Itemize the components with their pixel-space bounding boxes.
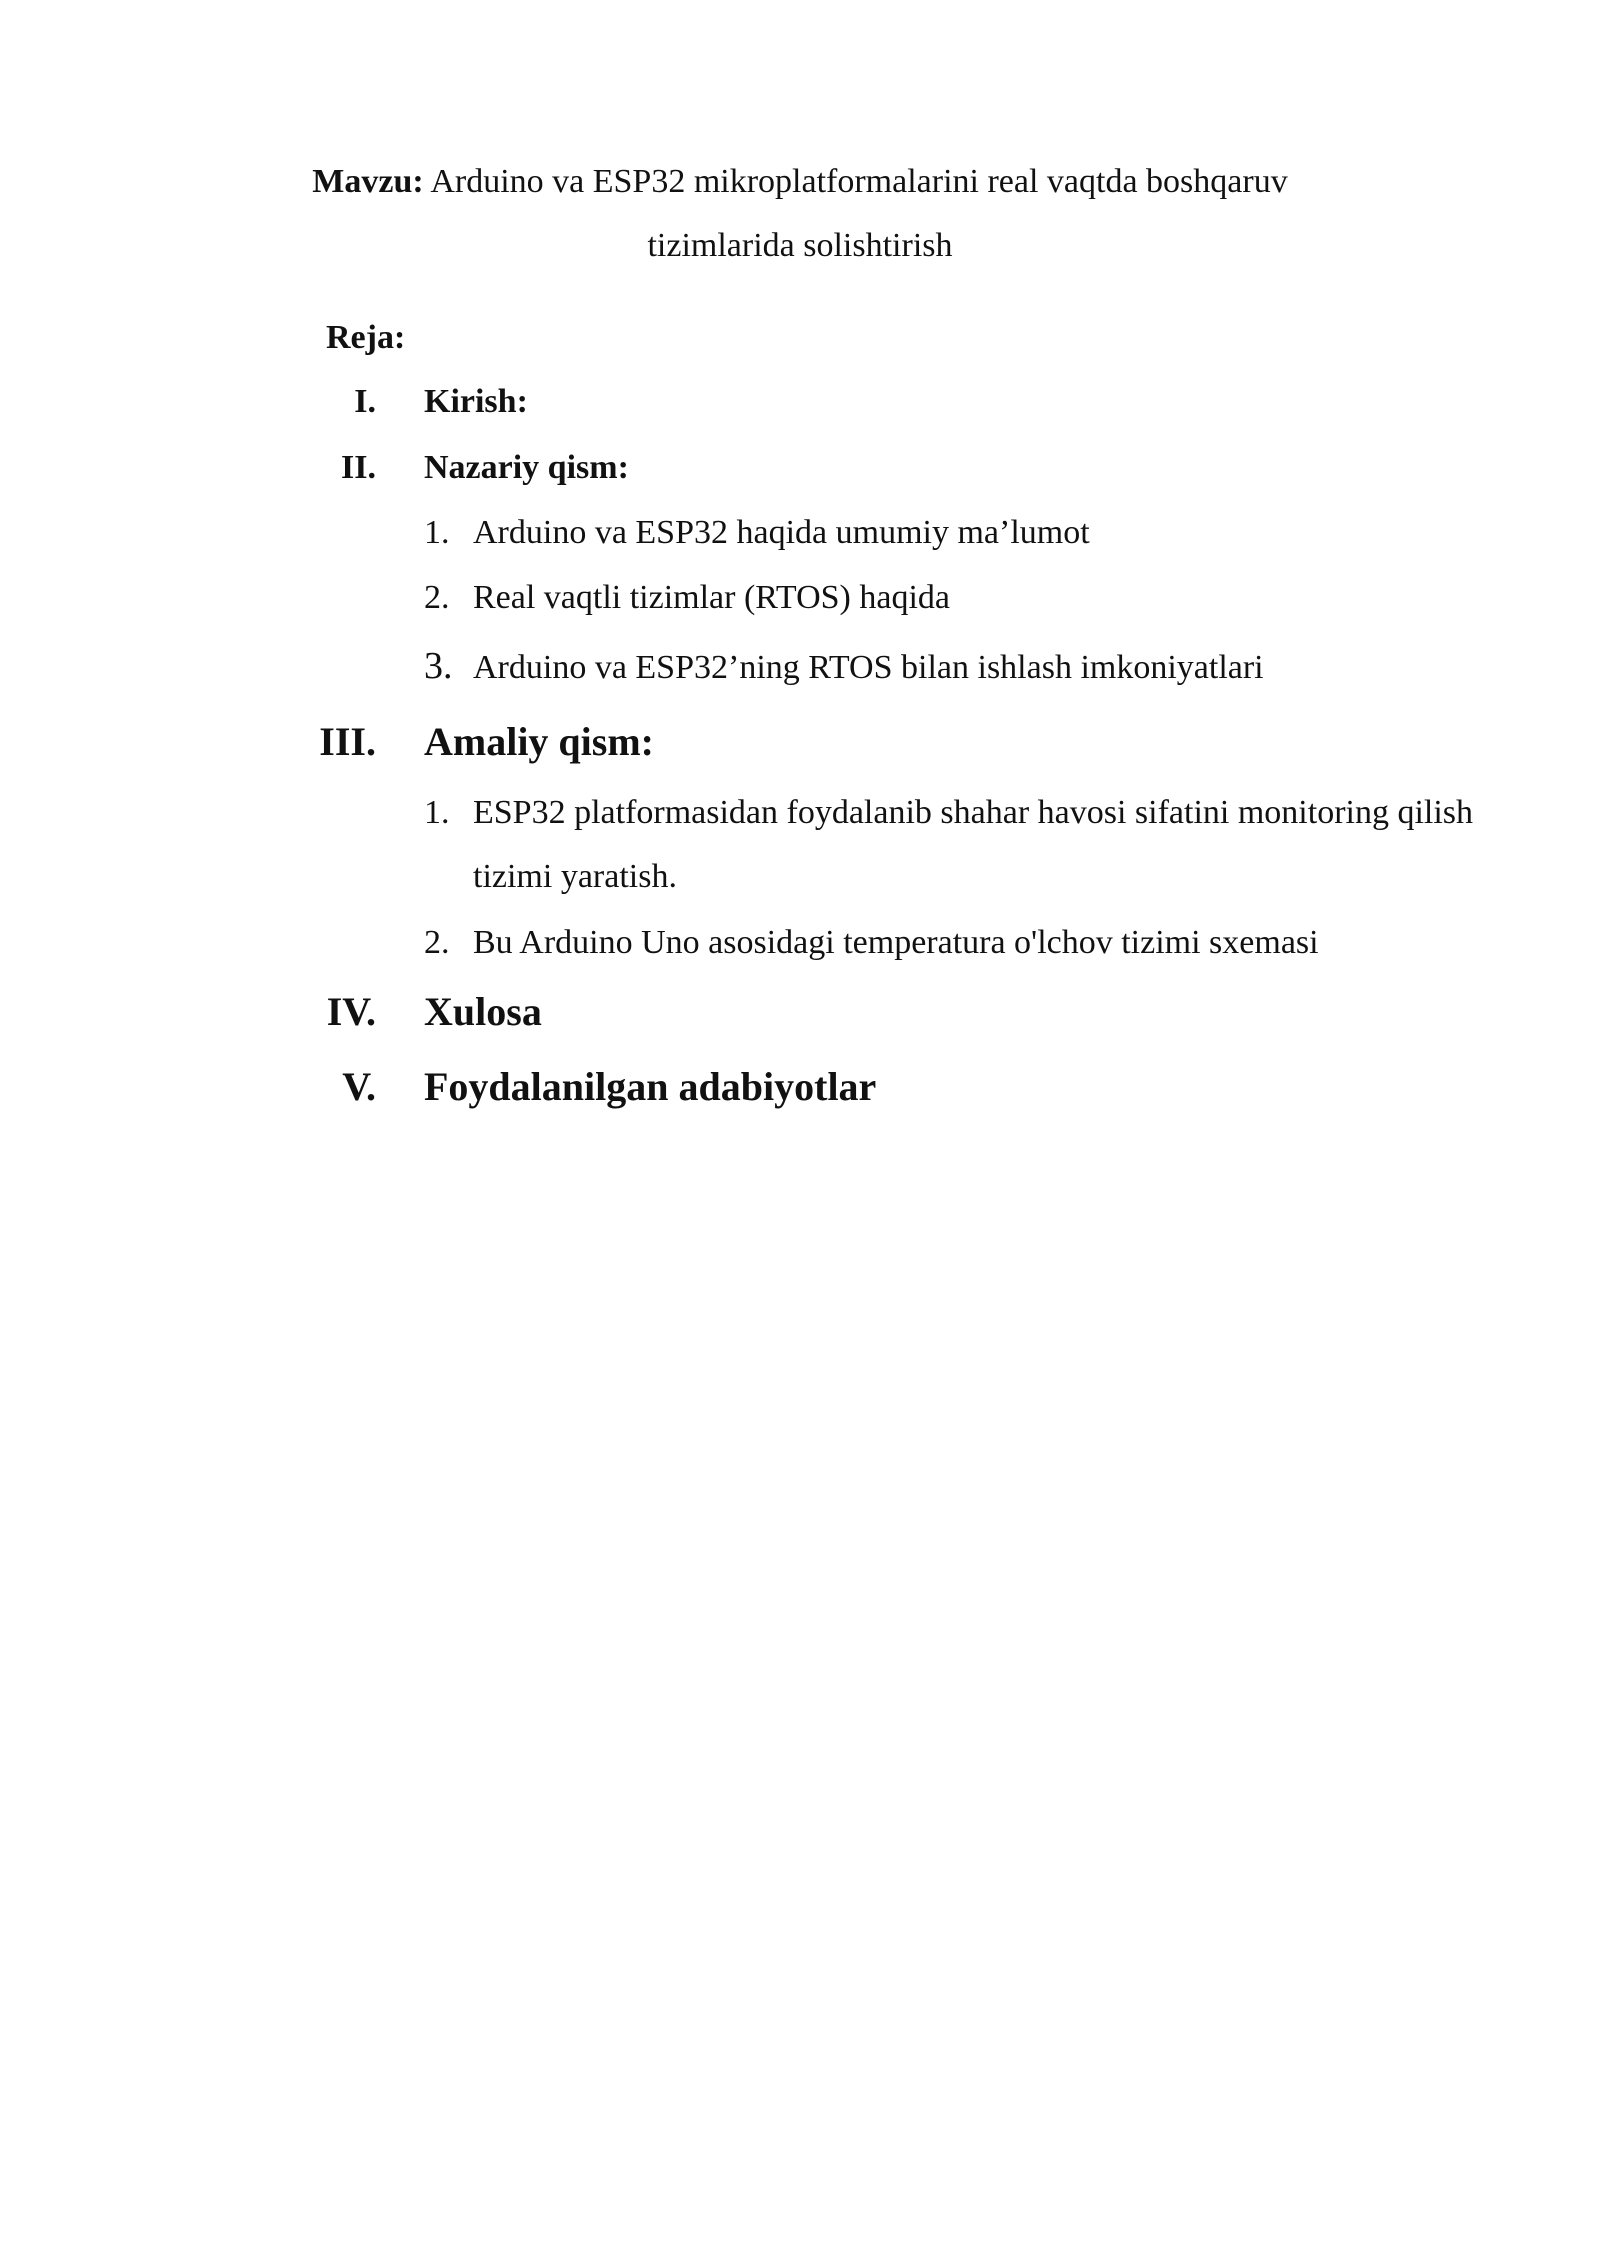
section-numeral: IV. <box>326 989 376 1034</box>
list-item: Arduino va ESP32’ning RTOS bilan ishlash imkoniyatlari <box>473 649 1264 686</box>
section-numeral: I. <box>354 383 376 420</box>
section-numeral: III. <box>319 719 376 764</box>
page-title <box>300 150 1300 278</box>
plan-heading: Reja: <box>326 319 406 356</box>
list-item: Bu Arduino Uno asosidagi temperatura o'lchov tizimi sxemasi <box>473 924 1319 961</box>
title-label: Mavzu: <box>312 163 424 200</box>
list-number: 2. <box>424 924 450 961</box>
list-item: ESP32 platformasidan foydalanib shahar havosi sifatini monitoring qilish tizimi yaratish. <box>473 794 1474 895</box>
title-text: Arduino va ESP32 mikroplatformalarini real vaqtda boshqaruv tizimlarida solishtirish <box>423 163 1288 264</box>
list-item: Arduino va ESP32 haqida umumiy ma’lumot <box>473 514 1090 551</box>
list-number: 2. <box>424 579 450 616</box>
list-item: Real vaqtli tizimlar (RTOS) haqida <box>473 579 950 616</box>
section-heading: Nazariy qism: <box>424 449 629 486</box>
list-number: 1. <box>424 514 450 551</box>
section-numeral: V. <box>342 1064 376 1109</box>
section-heading: Foydalanilgan adabiyotlar <box>424 1064 877 1109</box>
section-heading: Xulosa <box>424 989 542 1034</box>
section-numeral: II. <box>341 449 376 486</box>
section-heading: Amaliy qism: <box>424 719 654 764</box>
list-number: 1. <box>424 794 450 831</box>
section-heading: Kirish: <box>424 383 528 420</box>
list-number: 3. <box>424 645 453 687</box>
